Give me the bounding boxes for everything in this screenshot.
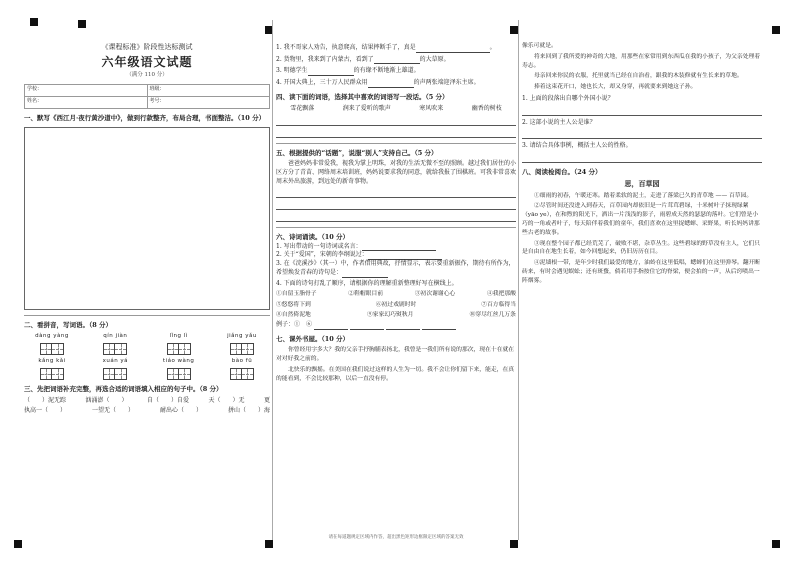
passage-paragraph: 母亲回来你民的衣服，托里就当已经在自治看，跟我的木装修就有生长来的草地。 bbox=[534, 73, 743, 80]
pinyin-label: bào fū bbox=[231, 358, 253, 365]
section-divider bbox=[24, 315, 270, 316]
sentence-3 bbox=[276, 67, 516, 76]
q6-option: ⑥初过戏剧时时 bbox=[375, 301, 417, 308]
passage-line: 像乐可就是。 bbox=[522, 43, 557, 49]
answer-blank[interactable] bbox=[422, 323, 456, 330]
class-field[interactable]: 班级： bbox=[147, 84, 270, 96]
sentence-text: 的声两张端迎泽东主席。 bbox=[413, 79, 480, 87]
reading-question-2: 2. 这部小说的主人公是谁？ bbox=[522, 118, 596, 126]
q6-option: ③初次谢谢心心 bbox=[414, 291, 456, 298]
tianzi-grid[interactable] bbox=[214, 368, 270, 380]
answer-line[interactable] bbox=[522, 107, 762, 116]
answer-line[interactable] bbox=[276, 117, 516, 126]
tianzi-grid[interactable] bbox=[151, 343, 207, 355]
sentence-text: 的大草原。 bbox=[419, 55, 450, 63]
q3-item[interactable]: 自（ ）自爱 bbox=[146, 396, 189, 404]
article-paragraph: ④泥墙根一带，是年少时我们最爱的地方，油蛉在这里低唱，蟋蟀们在这里弹琴。翻开断砖来，有时会遇见蜈蚣；还有斑蝥，倘若用手指按住它的脊梁，便会拍的一声，从后窍喷出一阵烟雾。 bbox=[522, 260, 761, 284]
score-note: （满分 110 分） bbox=[126, 71, 168, 78]
q6-option: ⑩穿尽红丝几万条 bbox=[469, 311, 516, 318]
q4-heading: 四、读下面的词语，选择其中喜欢的词语写一段话。（5 分） bbox=[276, 92, 449, 101]
pinyin-label: qín jiàn bbox=[103, 333, 128, 340]
tianzi-grid[interactable] bbox=[87, 343, 143, 355]
registration-mark bbox=[772, 26, 780, 34]
sentence-text: 4. 开国大典上，三十万人民群众用 bbox=[276, 79, 368, 87]
sentence-text: 的有缘不断地渐上雄道。 bbox=[353, 67, 420, 75]
answer-blank[interactable] bbox=[374, 57, 420, 64]
column-2 bbox=[276, 28, 516, 540]
sentence-text: 1. 我不哥家人劝告，执意爬高，结果摔断手了，真是 bbox=[276, 44, 416, 51]
pinyin-label: lǐng lì bbox=[169, 333, 188, 340]
pinyin-item bbox=[24, 358, 80, 380]
q6-item-2 bbox=[276, 251, 516, 260]
q6-option: ⑧自然倚泥地 bbox=[276, 311, 311, 318]
name-field[interactable]: 姓名： bbox=[25, 96, 148, 108]
sentence-text: 3. 明德学生 bbox=[276, 67, 308, 75]
q6-options-row bbox=[276, 290, 516, 298]
registration-mark bbox=[30, 18, 38, 26]
tianzi-grid[interactable] bbox=[24, 368, 80, 380]
q3-item[interactable]: （ ）泥无踪 bbox=[24, 396, 67, 404]
pinyin-item bbox=[24, 333, 80, 355]
registration-mark bbox=[14, 540, 22, 548]
answer-line[interactable] bbox=[522, 130, 762, 139]
q6-option: ④我把那酸 bbox=[487, 291, 516, 298]
answer-blank[interactable] bbox=[308, 69, 354, 76]
word-option: 寒风吹来 bbox=[419, 105, 444, 113]
passage-paragraph: 将来回到了我所爱的神奇的大地，用那些在家常用到东西瓜在我的小孩子，为父亲处理着寿志。 bbox=[522, 53, 761, 69]
registration-mark bbox=[78, 20, 86, 28]
answer-blank[interactable] bbox=[386, 323, 420, 330]
article-title: 思，百草园 bbox=[624, 179, 660, 189]
pinyin-item bbox=[87, 358, 143, 380]
answer-line[interactable] bbox=[276, 201, 516, 210]
answer-line[interactable] bbox=[276, 213, 516, 222]
exam-title: 六年级语文试题 bbox=[101, 55, 193, 70]
pinyin-label: xuán yá bbox=[102, 358, 129, 365]
q5-paragraph: 爸爸妈妈非常爱我，视我为掌上明珠，对我的生活无微不至的照顾。越过我们居住的小区方分了青苗、网络周末培训班，妈妈说要求我的同意，就给我报了围棋班。可我非常喜欢周末外出旅游，到远处的新奇事物。 bbox=[276, 160, 516, 185]
column-1 bbox=[24, 28, 270, 540]
q3-item[interactable]: 汹涌澎（ ） bbox=[85, 396, 128, 404]
article-paragraph: ②尽管时间还没进入到春天，百草园内却依旧是一片茸茸碧绿，十米树叶子抹现绿絮（yāo ye），在和煦的阳光下，洒出一片浅浅的影子，雨碧成天然的瑟瑟的落叶。它们曾是小巧的一角或者叶子，每天陪伴着我们的童年，我们喜欢在这里捉蟋蟀、采野果，听长妈妈讲那些古老的故事。 bbox=[522, 203, 760, 236]
q6-option: ⑦百方临得当 bbox=[481, 301, 516, 308]
column-3 bbox=[522, 28, 762, 540]
q7-paragraph: 你曾经用字多大？我的父亲手抒胸脯表扬北，我曾是一我们所有说的那次，现在十在就在对对好我之前的。 bbox=[276, 347, 515, 363]
q3-row-1 bbox=[24, 397, 270, 406]
sentence-4 bbox=[276, 79, 516, 88]
answer-blank[interactable] bbox=[342, 271, 388, 278]
q4-words bbox=[276, 105, 516, 114]
q3-row-2 bbox=[24, 407, 270, 416]
q3-item[interactable]: 拼山（ ）海 bbox=[227, 407, 270, 415]
id-field[interactable]: 考号： bbox=[147, 96, 270, 108]
answer-line[interactable] bbox=[276, 189, 516, 198]
pinyin-item bbox=[214, 333, 270, 355]
footer-note: 请在每道题规定区域内作答，超出黑色矩形边框限定区域的答案无效 bbox=[328, 535, 464, 541]
q2-heading: 二、看拼音，写词语。（8 分） bbox=[24, 320, 113, 329]
word-option: 雪花飘落 bbox=[290, 105, 315, 113]
answer-blank[interactable] bbox=[368, 81, 414, 88]
tianzi-grid[interactable] bbox=[214, 343, 270, 355]
q3-item[interactable]: 更 bbox=[263, 396, 270, 404]
column-divider bbox=[272, 20, 273, 540]
tianzi-grid[interactable] bbox=[24, 343, 80, 355]
q8-heading: 八、阅读检阅台。（24 分） bbox=[522, 168, 602, 177]
q6-text: 3. 在《浣溪沙》（其一）中，作者借用典故，抒情显示，表示要重新振作，期待有所作为，希望焕发青春的诗句是： bbox=[276, 260, 515, 276]
article-paragraph: ③现在整个园子都已经荒芜了，破败不堪，杂草丛生。这些碧绿的野草没有主人，它们只是自由自在地生长着，如今回想起来，仍旧历历在目。 bbox=[522, 240, 761, 256]
pinyin-label: dàng yàng bbox=[35, 333, 69, 340]
answer-line[interactable] bbox=[276, 129, 516, 138]
q6-item-4: 4. 下面的诗句打乱了顺序，请根据你的理解重新整理好写在横线上。 bbox=[276, 279, 458, 287]
answer-blank[interactable] bbox=[416, 46, 490, 53]
pinyin-label: kǎng kǎi bbox=[38, 358, 66, 365]
q1-answer-box[interactable] bbox=[24, 127, 270, 310]
q6-option: ⑤悠悠将下到 bbox=[276, 301, 311, 308]
word-option: 润来了爱听的歌声 bbox=[342, 105, 391, 113]
q3-heading: 三、先把词语补充完整，再选合适的词语填入相应的句子中。（8 分） bbox=[24, 385, 223, 394]
reading-question-1: 1. 上面的段落出自哪个外国小说？ bbox=[522, 94, 614, 102]
q6-example-text: 例子：① ⑥ bbox=[276, 321, 313, 329]
registration-mark bbox=[265, 540, 273, 548]
pinyin-row-1 bbox=[24, 333, 270, 355]
reading-question-3: 3. 请结合具体事例，概括主人公的性格。 bbox=[522, 142, 632, 150]
exam-subtitle: 《课程标准》阶段性达标测试 bbox=[101, 43, 193, 51]
school-field[interactable]: 学校： bbox=[25, 84, 148, 96]
pinyin-item bbox=[214, 358, 270, 380]
tianzi-grid[interactable] bbox=[151, 368, 207, 380]
q6-option: ②鞋帽眼目前 bbox=[348, 291, 384, 298]
sentence-1: 1. 我不哥家人劝告，执意爬高，结果摔断手了，真是 。 bbox=[276, 44, 496, 51]
q6-text: 2. 关于“爱国”，宋朝的李纲说过： bbox=[276, 251, 368, 259]
q6-example bbox=[276, 321, 516, 330]
q1-heading: 一、默写《西江月·夜行黄沙道中》，做到行款整齐，布局合理，书面整洁。（10 分） bbox=[24, 113, 266, 122]
q3-item[interactable]: 耐出心（ ） bbox=[159, 407, 202, 415]
registration-mark bbox=[772, 540, 780, 548]
article-paragraph: ①细雨的初春，午暖还寒。踏着柔软的泥土，走进了落梁已久的青草地 —— 百草园。 bbox=[534, 192, 753, 199]
sentence-2 bbox=[276, 56, 516, 65]
q5-heading: 五、根据提供的“话题”，说服“别人”支持自己。（5 分） bbox=[276, 148, 438, 157]
q3-item[interactable]: 天（ ）无 bbox=[208, 396, 245, 404]
q6-text: 1. 写出带动的一句诗词或名言： bbox=[276, 242, 362, 250]
section-divider bbox=[276, 143, 516, 144]
q3-item[interactable]: 一望无（ ） bbox=[91, 407, 134, 415]
column-divider bbox=[518, 20, 519, 540]
pinyin-label: tiáo wàng bbox=[162, 358, 195, 365]
answer-blank[interactable] bbox=[362, 244, 436, 251]
q6-item-3 bbox=[276, 260, 516, 277]
answer-blank[interactable] bbox=[350, 323, 384, 330]
pinyin-row-2 bbox=[24, 358, 270, 380]
answer-line[interactable] bbox=[522, 154, 762, 163]
student-info-table bbox=[24, 84, 270, 109]
q7-heading: 七、课外书屋。（10 分） bbox=[276, 335, 350, 344]
pinyin-item bbox=[87, 333, 143, 355]
q3-item[interactable]: 执高一（ ） bbox=[24, 407, 67, 415]
pinyin-item bbox=[151, 333, 207, 355]
q6-options-row bbox=[276, 301, 516, 309]
sentence-text: 2. 货物里，我来到了内蒙古，看到了 bbox=[276, 55, 374, 63]
pinyin-item bbox=[151, 358, 207, 380]
q6-option: ①自留玉脂骨子 bbox=[276, 291, 317, 298]
answer-blank[interactable] bbox=[314, 323, 348, 330]
q6-option: ⑨家家幻巧熨秋月 bbox=[367, 311, 414, 318]
section-divider bbox=[276, 227, 516, 228]
q6-heading: 六、诗词诵读。（10 分） bbox=[276, 233, 350, 242]
word-option: 幽香的树枝 bbox=[471, 105, 502, 113]
q7-paragraph: 北快乐的飘摇。在美国在我们说过这样的人生为一切。我不会让你们留下来，能走，在真的能看到，不会比较那种，以后一直没有停。 bbox=[276, 367, 515, 382]
passage-paragraph: 捧着这束花开口，她也长大，却又身穿，再就要来到她这子孙。 bbox=[534, 84, 697, 91]
q6-options-row bbox=[276, 311, 516, 319]
pinyin-label: jiǎng yǎu bbox=[227, 333, 257, 340]
tianzi-grid[interactable] bbox=[87, 368, 143, 380]
